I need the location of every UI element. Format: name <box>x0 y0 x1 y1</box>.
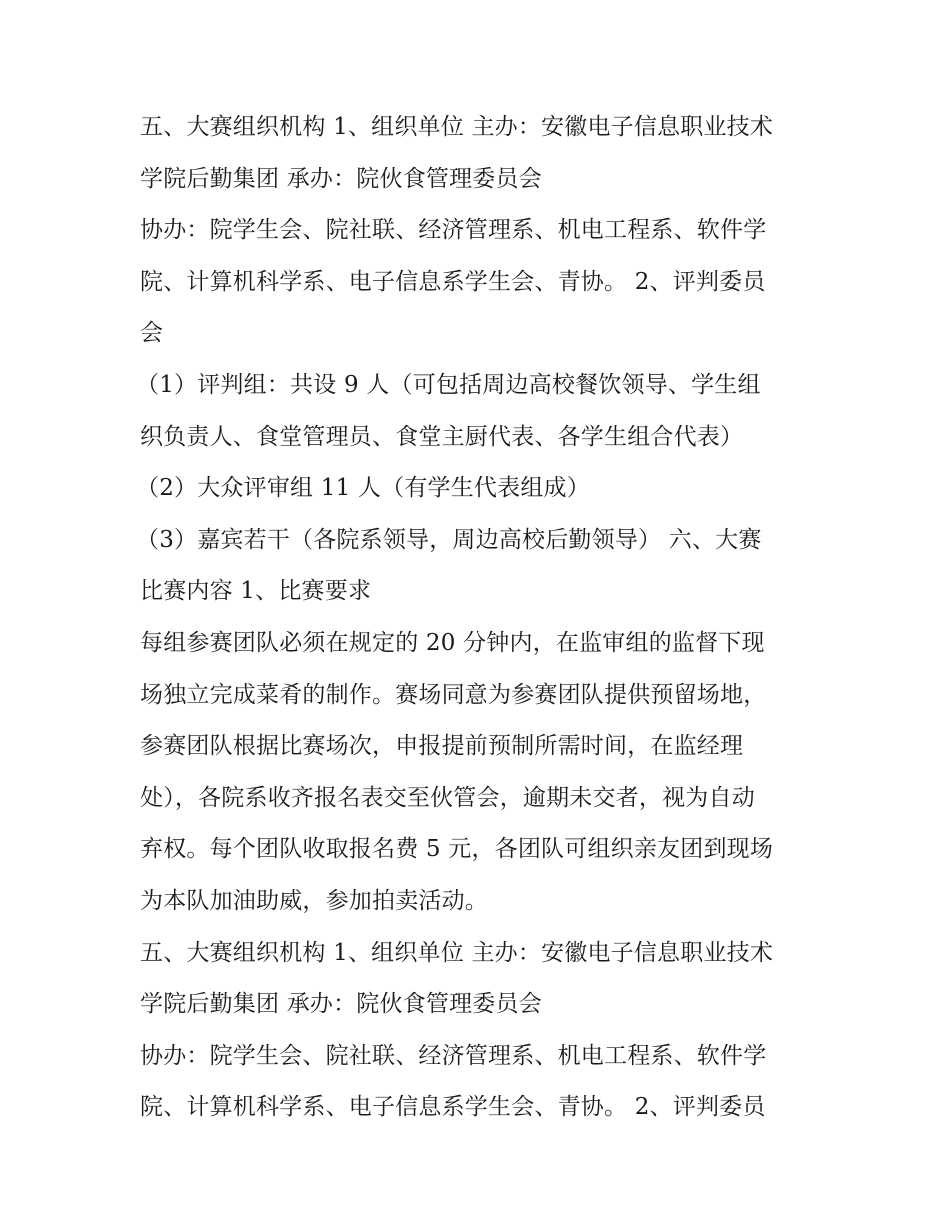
text-line: 院、计算机科学系、电子信息系学生会、青协。 2、评判委员 <box>140 1094 766 1121</box>
text-line: 织负责人、食堂管理员、食堂主厨代表、各学生组合代表） <box>140 423 744 450</box>
text-line: 协办：院学生会、院社联、经济管理系、机电工程系、软件学 <box>140 217 767 244</box>
text-line: 学院后勤集团 承办：院伙食管理委员会 <box>140 991 542 1018</box>
text-line: 场独立完成菜肴的制作。赛场同意为参赛团队提供预留场地， <box>140 681 767 708</box>
text-line: 会 <box>140 320 164 347</box>
text-line: 五、大赛组织机构 1、组织单位 主办：安徽电子信息职业技术 <box>140 114 774 140</box>
text-line: 五、大赛组织机构 1、组织单位 主办：安徽电子信息职业技术 <box>140 939 774 966</box>
text-line: 协办：院学生会、院社联、经济管理系、机电工程系、软件学 <box>140 1042 767 1069</box>
document-body <box>136 102 830 1134</box>
text-line: （1）评判组：共设 9 人（可包括周边高校餐饮领导、学生组 <box>136 371 761 398</box>
text-line: 为本队加油助威，参加拍卖活动。 <box>140 887 488 914</box>
text-line: 每组参赛团队必须在规定的 20 分钟内，在监审组的监督下现 <box>140 629 765 656</box>
text-line: （2）大众评审组 11 人（有学生代表组成） <box>136 475 590 502</box>
text-line: 弃权。每个团队收取报名费 5 元，各团队可组织亲友团到现场 <box>140 836 774 863</box>
text-line: 学院后勤集团 承办：院伙食管理委员会 <box>140 165 542 192</box>
text-line: 处），各院系收齐报名表交至伙管会，逾期未交者，视为自动 <box>140 784 755 811</box>
text-line: 参赛团队根据比赛场次，申报提前预制所需时间，在监经理 <box>140 733 744 760</box>
text-line: 院、计算机科学系、电子信息系学生会、青协。 2、评判委员 <box>140 268 766 295</box>
text-line: 比赛内容 1、比赛要求 <box>140 578 372 605</box>
text-line: （3）嘉宾若干（各院系领导，周边高校后勤领导） 六、大赛 <box>136 526 762 553</box>
